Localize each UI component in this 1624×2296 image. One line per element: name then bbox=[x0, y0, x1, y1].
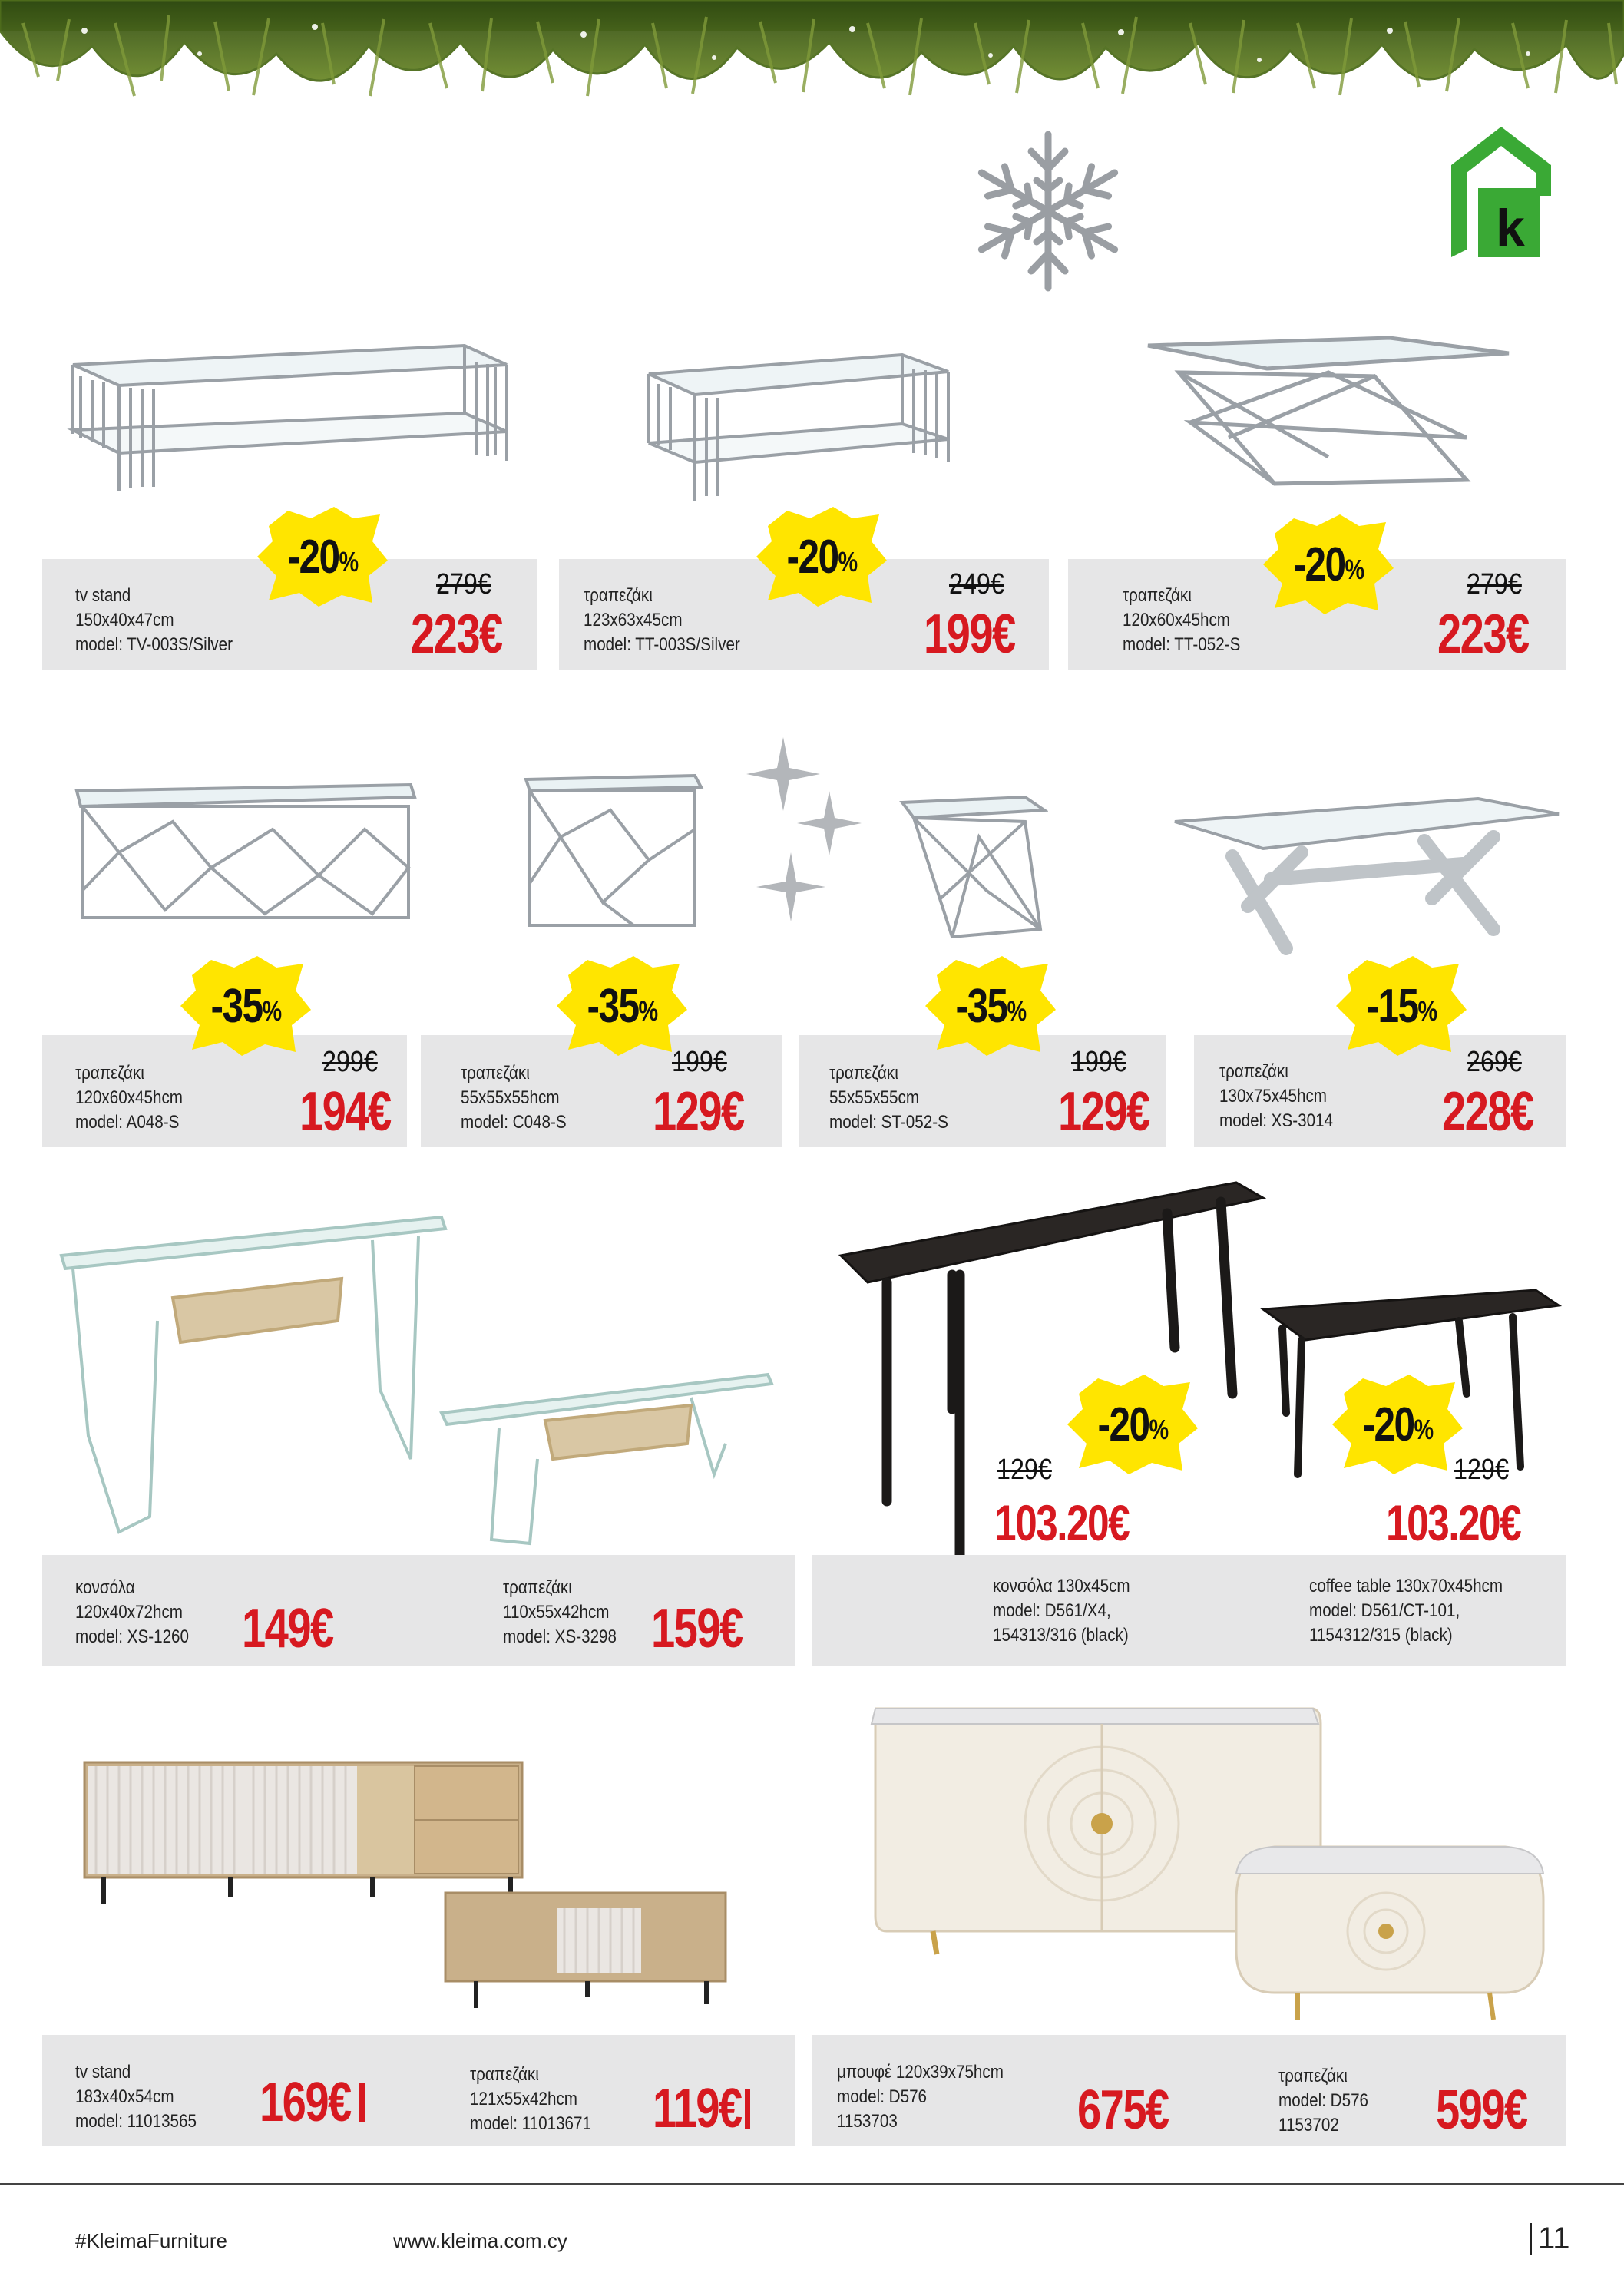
product-description: τραπεζάκι 55x55x55hcm model: C048-S bbox=[461, 1063, 567, 1133]
discount-badge: -20 % bbox=[756, 507, 887, 607]
old-price: 129€ bbox=[997, 1454, 1052, 1486]
sale-price: 149€ bbox=[242, 1598, 333, 1659]
product-image-coffee-table-pyramid bbox=[1144, 330, 1513, 507]
product-description: τραπεζάκι 120x60x45hcm model: TT-052-S bbox=[1123, 585, 1241, 655]
old-price: 269€ bbox=[1467, 1046, 1522, 1078]
product-description: coffee table 130x70x45hcm model: D561/CT-101, 1154312/315 (black) bbox=[1309, 1576, 1503, 1646]
discount-badge: -35 % bbox=[180, 956, 311, 1056]
product-description: τραπεζάκι 120x60x45hcm model: A048-S bbox=[75, 1063, 183, 1133]
discount-badge: -20 % bbox=[257, 507, 388, 607]
discount-badge: -35 % bbox=[557, 956, 687, 1056]
price-separator bbox=[359, 2083, 365, 2122]
product-image-glass-coffee-table bbox=[438, 1367, 776, 1547]
product-description: μπουφέ 120x39x75hcm model: D576 1153703 bbox=[837, 2062, 1004, 2132]
product-description: τραπεζάκι model: D576 1153702 bbox=[1278, 2066, 1369, 2136]
product-description: τραπεζάκι 110x55x42hcm model: XS-3298 bbox=[503, 1577, 617, 1647]
sale-price: 194€ bbox=[299, 1081, 391, 1143]
page-number: 11 bbox=[1538, 2222, 1570, 2255]
old-price: 249€ bbox=[949, 568, 1004, 600]
discount-badge: -15 % bbox=[1336, 956, 1467, 1056]
old-price: 279€ bbox=[436, 568, 491, 600]
product-description: tv stand 183x40x54cm model: 11013565 bbox=[75, 2062, 197, 2132]
old-price: 279€ bbox=[1467, 568, 1522, 600]
product-image-geometric-coffee-table bbox=[73, 776, 418, 929]
product-image-pyramid-side-table bbox=[895, 791, 1048, 948]
footer-website[interactable]: www.kleima.com.cy bbox=[393, 2229, 567, 2252]
sale-price: 119€ bbox=[653, 2078, 742, 2139]
product-image-oak-coffee-table bbox=[442, 1889, 729, 2012]
sale-price: 675€ bbox=[1077, 2079, 1169, 2141]
discount-badge: -20 % bbox=[1332, 1375, 1463, 1474]
product-description: τραπεζάκι 130x75x45hcm model: XS-3014 bbox=[1219, 1061, 1334, 1131]
sale-price: 103.20€ bbox=[994, 1494, 1130, 1551]
product-image-coffee-table-glass-1 bbox=[641, 347, 956, 508]
product-description: τραπεζάκι 121x55x42hcm model: 11013671 bbox=[470, 2064, 591, 2134]
product-image-glass-dining-table bbox=[1171, 791, 1563, 956]
product-description: τραπεζάκι 55x55x55cm model: ST-052-S bbox=[829, 1063, 948, 1133]
sale-price: 159€ bbox=[651, 1598, 743, 1659]
sale-price: 129€ bbox=[1058, 1081, 1149, 1143]
old-price: 299€ bbox=[322, 1046, 378, 1078]
product-image-white-oval-coffee-table bbox=[1229, 1839, 1551, 2023]
price-separator bbox=[745, 2089, 750, 2129]
discount-badge: -20 % bbox=[1263, 514, 1394, 614]
product-description: κονσόλα 130x45cm model: D561/X4, 154313/316 (black) bbox=[993, 1576, 1130, 1646]
discount-badge: -20 % bbox=[1067, 1375, 1198, 1474]
page-number-divider bbox=[1530, 2223, 1532, 2255]
product-image-glass-console bbox=[58, 1213, 449, 1536]
footer-hashtag: #KleimaFurniture bbox=[75, 2229, 227, 2252]
logo-letter: k bbox=[1496, 199, 1525, 257]
product-description: tv stand 150x40x47cm model: TV-003S/Silver bbox=[75, 585, 233, 655]
christmas-garland-decoration bbox=[0, 0, 1624, 123]
sale-price: 199€ bbox=[924, 604, 1015, 665]
old-price: 129€ bbox=[1454, 1454, 1509, 1486]
discount-badge: -35 % bbox=[925, 956, 1056, 1056]
product-image-geometric-side-table bbox=[518, 768, 706, 933]
sale-price: 129€ bbox=[653, 1081, 744, 1143]
kleima-logo bbox=[1444, 123, 1559, 269]
old-price: 199€ bbox=[1071, 1046, 1126, 1078]
product-description: κονσόλα 120x40x72hcm model: XS-1260 bbox=[75, 1577, 190, 1647]
snowflake-icon bbox=[964, 123, 1133, 299]
sparkles-decoration bbox=[745, 737, 868, 945]
sale-price: 599€ bbox=[1436, 2079, 1527, 2141]
product-description: τραπεζάκι 123x63x45cm model: TT-003S/Silver bbox=[584, 585, 740, 655]
sale-price: 223€ bbox=[411, 604, 502, 665]
sale-price: 169€ bbox=[260, 2072, 351, 2133]
sale-price: 223€ bbox=[1437, 604, 1529, 665]
footer-divider bbox=[0, 2183, 1624, 2185]
sale-price: 228€ bbox=[1442, 1081, 1533, 1143]
product-image-tv-stand-glass bbox=[65, 338, 511, 499]
old-price: 199€ bbox=[672, 1046, 727, 1078]
sale-price: 103.20€ bbox=[1386, 1494, 1521, 1551]
